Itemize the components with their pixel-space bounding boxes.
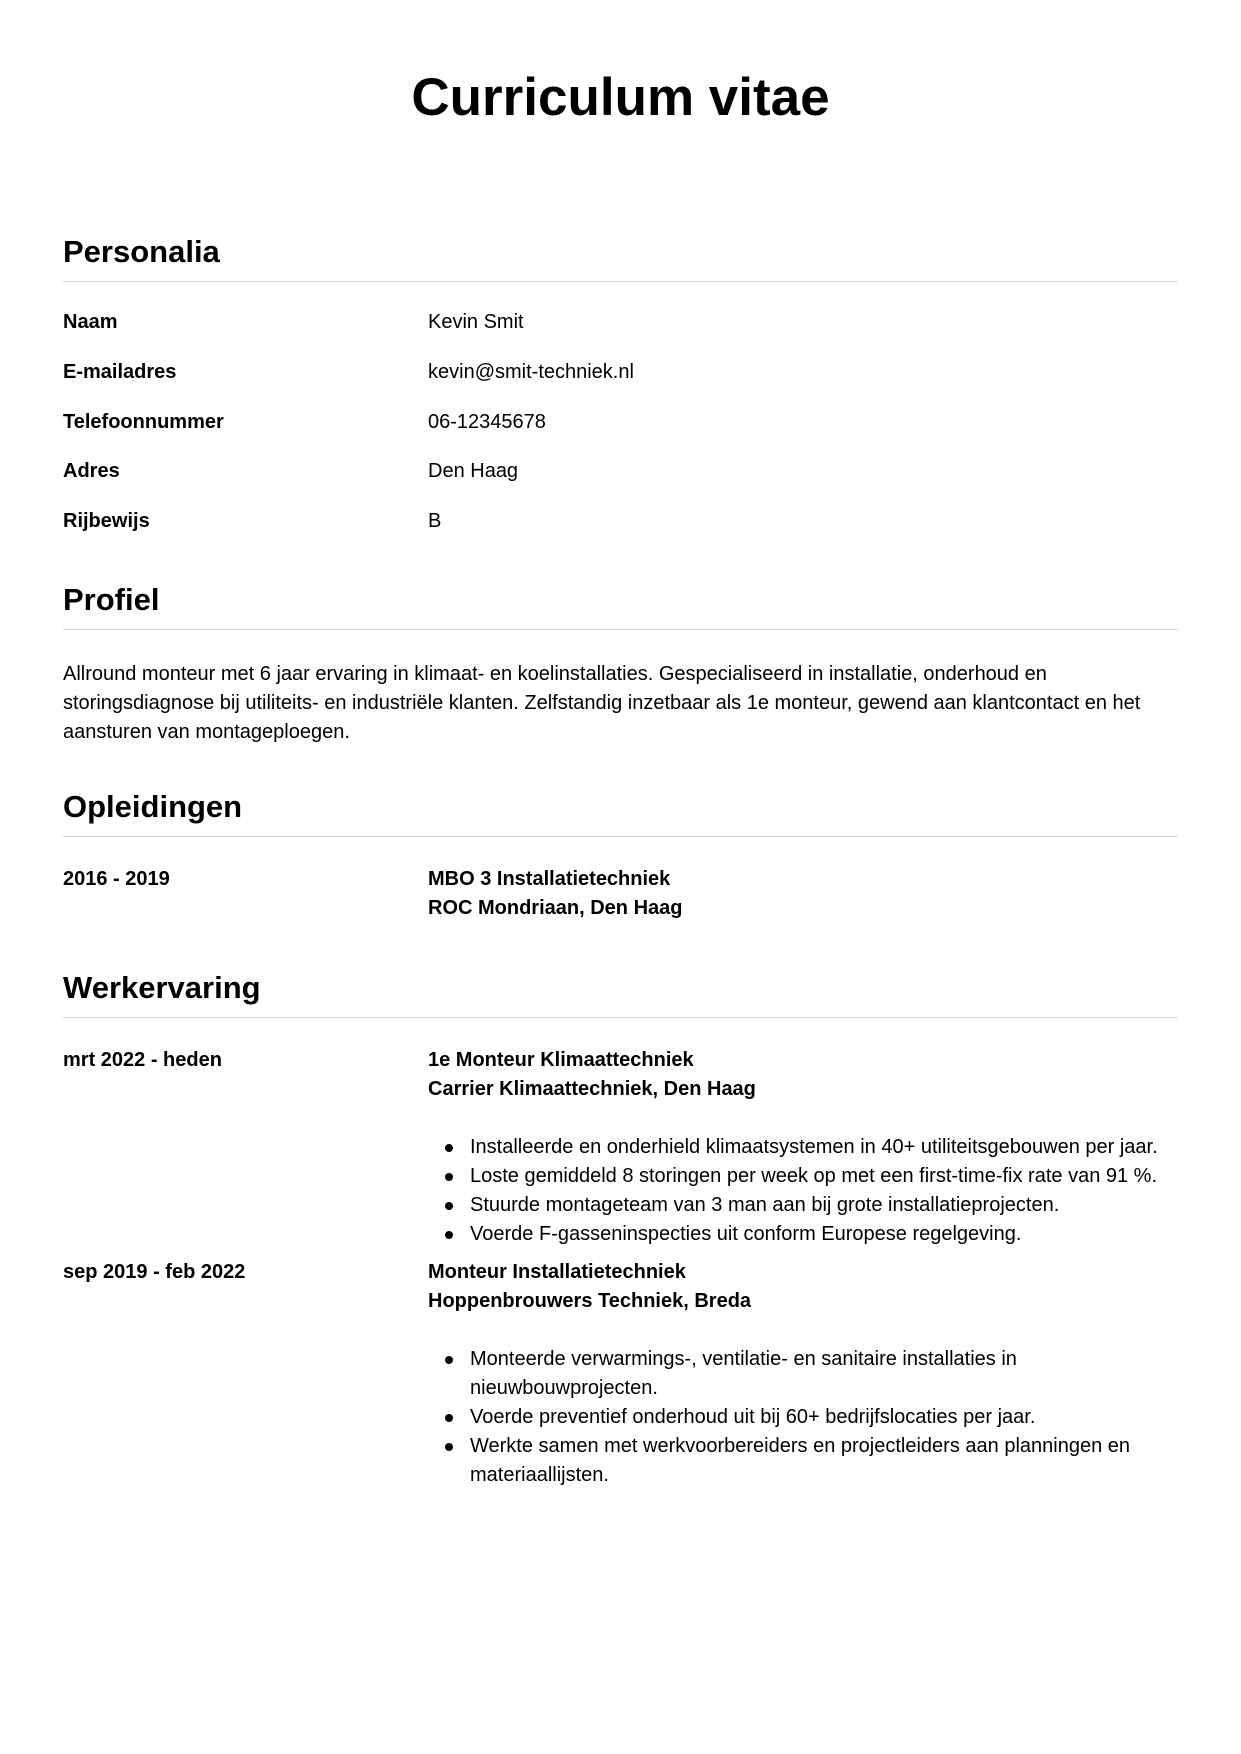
- entry-date: mrt 2022 - heden: [63, 1049, 222, 1071]
- section-profiel: [63, 580, 1178, 747]
- personalia-row-email: [63, 359, 1178, 409]
- personalia-list: [63, 309, 1178, 534]
- list-item: Werkte samen met werkvoorbereiders en projectleiders aan planningen en materiaallijsten.: [470, 1432, 1178, 1490]
- field-value: kevin@smit-techniek.nl: [428, 361, 634, 383]
- personalia-row-naam: [63, 309, 1178, 359]
- entry-body: [428, 1046, 1178, 1249]
- document-title: Curriculum vitae: [411, 68, 830, 127]
- field-label: Telefoonnummer: [63, 411, 224, 433]
- work-entry: [63, 1046, 1178, 1249]
- field-label: Adres: [63, 460, 120, 482]
- profile-text: Allround monteur met 6 jaar ervaring in klimaat- en koelinstallaties. Gespecialiseerd in installatie, onderhoud en storingsdiagnose bij utiliteits- en industriële klanten. Zelfstandig inzetbaar als 1e monteur, gewend aan klantcontact en het aansturen van montageploegen.: [63, 663, 1141, 743]
- entry-body: [428, 1258, 1178, 1490]
- list-item: Monteerde verwarmings-, ventilatie- en sanitaire installaties in nieuwbouwprojecten.: [470, 1345, 1178, 1403]
- list-item: Installeerde en onderhield klimaatsystemen in 40+ utiliteitsgebouwen per jaar.: [470, 1133, 1178, 1162]
- entry-title: Monteur Installatietechniek: [428, 1261, 686, 1283]
- field-value: Kevin Smit: [428, 311, 524, 333]
- section-werkervaring: [63, 968, 1178, 1490]
- entry-organization: Hoppenbrouwers Techniek, Breda: [428, 1290, 752, 1312]
- section-divider: [63, 281, 1178, 282]
- entry-body: [428, 865, 1178, 923]
- entry-date: 2016 - 2019: [63, 868, 170, 890]
- section-heading-werkervaring: Werkervaring: [63, 970, 261, 1005]
- section-divider: [63, 629, 1178, 630]
- section-heading-personalia: Personalia: [63, 234, 220, 269]
- education-entry: [63, 865, 1178, 923]
- bullet-list: [428, 1345, 1178, 1490]
- work-entry: [63, 1258, 1178, 1490]
- list-item: Voerde preventief onderhoud uit bij 60+ bedrijfslocaties per jaar.: [470, 1403, 1178, 1432]
- personalia-row-telefoon: [63, 409, 1178, 458]
- personalia-row-adres: [63, 458, 1178, 508]
- field-label: Rijbewijs: [63, 510, 150, 532]
- field-value: 06-12345678: [428, 411, 546, 433]
- field-value: B: [428, 510, 442, 532]
- personalia-row-rijbewijs: [63, 508, 1178, 534]
- list-item: Loste gemiddeld 8 storingen per week op met een first-time-fix rate van 91 %.: [470, 1162, 1178, 1191]
- section-heading-opleidingen: Opleidingen: [63, 789, 243, 824]
- bullet-list: [428, 1133, 1178, 1249]
- list-item: Stuurde montageteam van 3 man aan bij grote installatieprojecten.: [470, 1191, 1178, 1220]
- entry-date: sep 2019 - feb 2022: [63, 1261, 246, 1283]
- section-heading-profiel: Profiel: [63, 582, 160, 617]
- entry-organization: Carrier Klimaattechniek, Den Haag: [428, 1078, 756, 1100]
- field-value: Den Haag: [428, 460, 519, 482]
- entry-title: MBO 3 Installatietechniek: [428, 868, 671, 890]
- section-personalia: [63, 232, 1178, 534]
- field-label: E-mailadres: [63, 361, 177, 383]
- list-item: Voerde F-gasseninspecties uit conform Europese regelgeving.: [470, 1220, 1178, 1249]
- section-divider: [63, 836, 1178, 837]
- section-opleidingen: [63, 787, 1178, 923]
- entry-title: 1e Monteur Klimaattechniek: [428, 1049, 694, 1071]
- entry-organization: ROC Mondriaan, Den Haag: [428, 897, 683, 919]
- section-divider: [63, 1017, 1178, 1018]
- field-label: Naam: [63, 311, 118, 333]
- cv-page: [63, 0, 1178, 1490]
